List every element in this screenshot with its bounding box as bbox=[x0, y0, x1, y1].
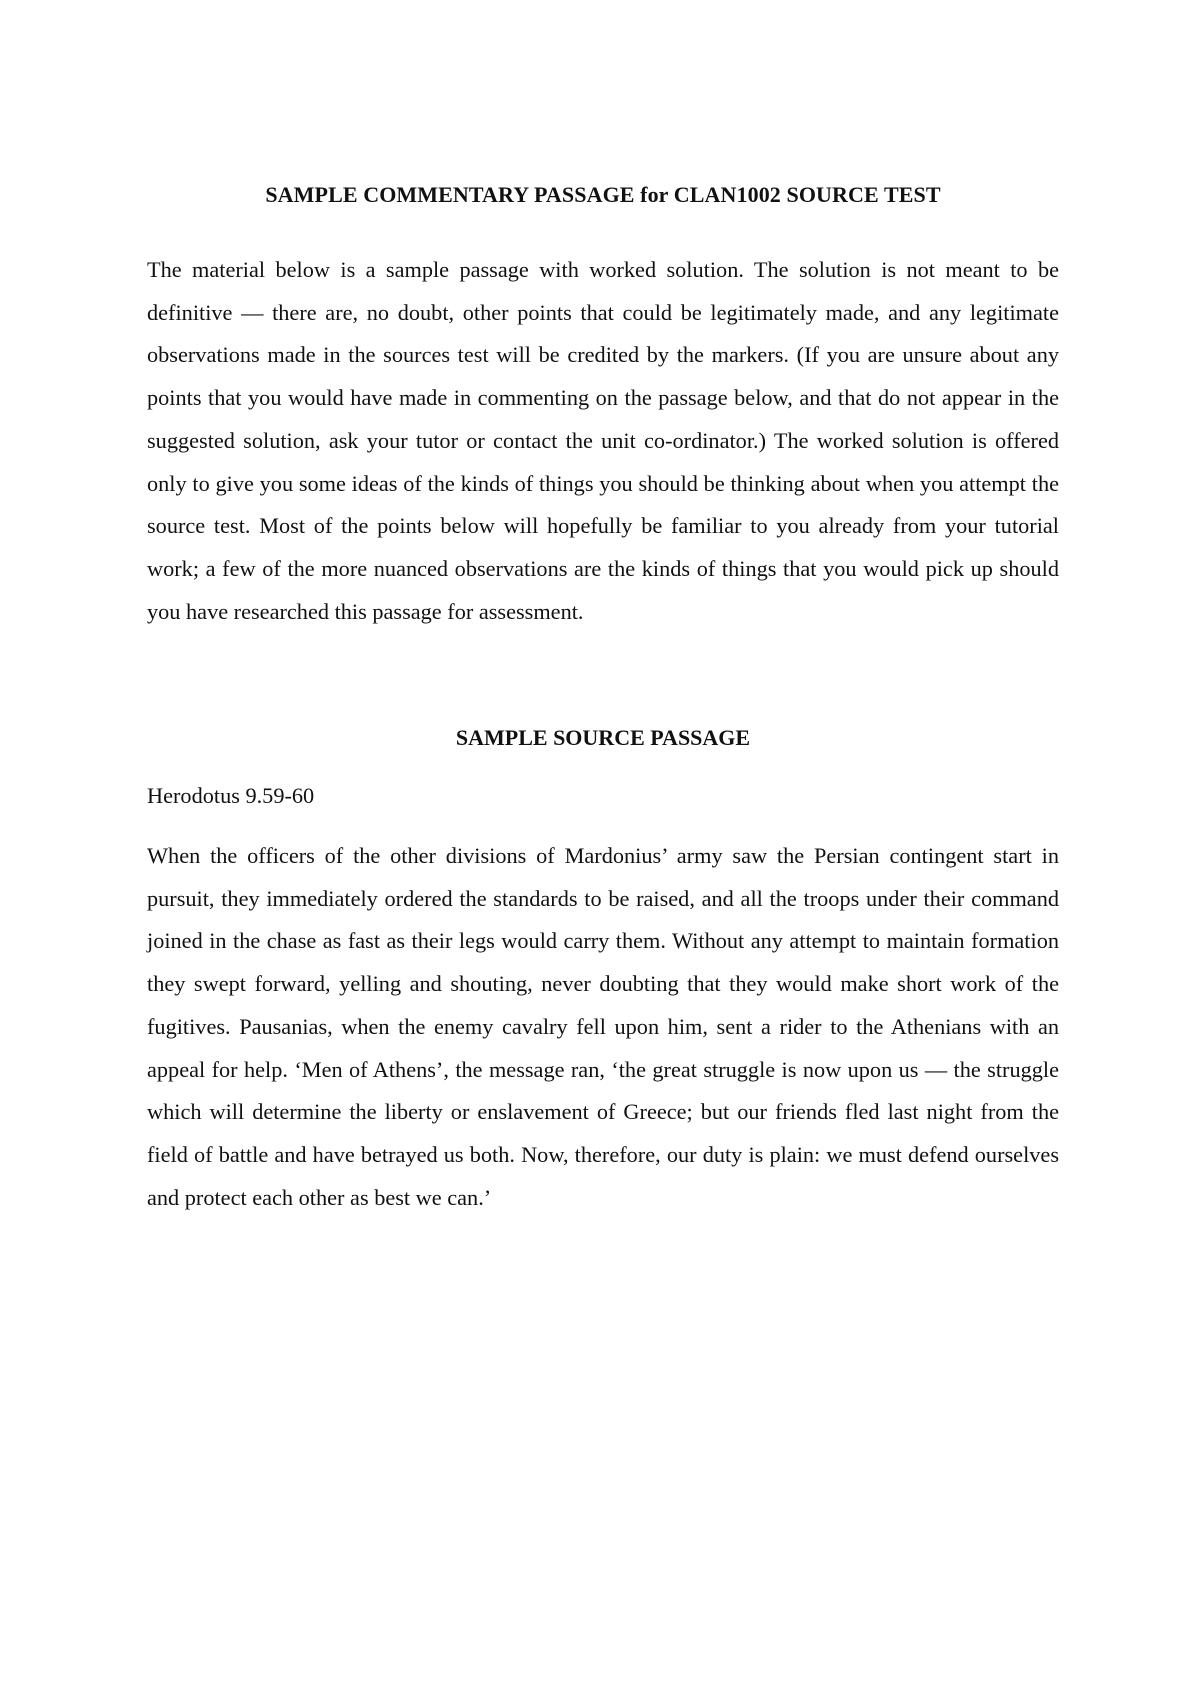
document-page bbox=[147, 0, 1059, 1698]
source-passage: When the officers of the other divisions of Mardonius’ army saw the Persian contingent start in pursuit, they immediately ordered the standards to be raised, and all the troops under their command joined in the chase as fast as their legs would carry them. Without any attempt to maintain formation they swept forward, yelling and shouting, never doubting that they would make short work of the fugitives. Pausanias, when the enemy cavalry fell upon him, sent a rider to the Athenians with an appeal for help. ‘Men of Athens’, the message ran, ‘the great struggle is now upon us — the struggle which will determine the liberty or enslavement of Greece; but our friends fled last night from the field of battle and have betrayed us both. Now, therefore, our duty is plain: we must defend ourselves and protect each other as best we can.’ bbox=[147, 843, 1059, 1210]
section-heading: SAMPLE SOURCE PASSAGE bbox=[455, 725, 751, 750]
document-title: SAMPLE COMMENTARY PASSAGE for CLAN1002 SOURCE TEST bbox=[265, 182, 941, 207]
source-reference: Herodotus 9.59-60 bbox=[147, 783, 315, 808]
intro-paragraph: The material below is a sample passage with worked solution. The solution is not meant to be definitive — there are, no doubt, other points that could be legitimately made, and any legitimate observations made in the sources test will be credited by the markers. (If you are unsure about any points that you would have made in commenting on the passage below, and that do not appear in the suggested solution, ask your tutor or contact the unit co-ordinator.) The worked solution is offered only to give you some ideas of the kinds of things you should be thinking about when you attempt the source test. Most of the points below will hopefully be familiar to you already from your tutorial work; a few of the more nuanced observations are the kinds of things that you would pick up should you have researched this passage for assessment. bbox=[147, 257, 1059, 624]
